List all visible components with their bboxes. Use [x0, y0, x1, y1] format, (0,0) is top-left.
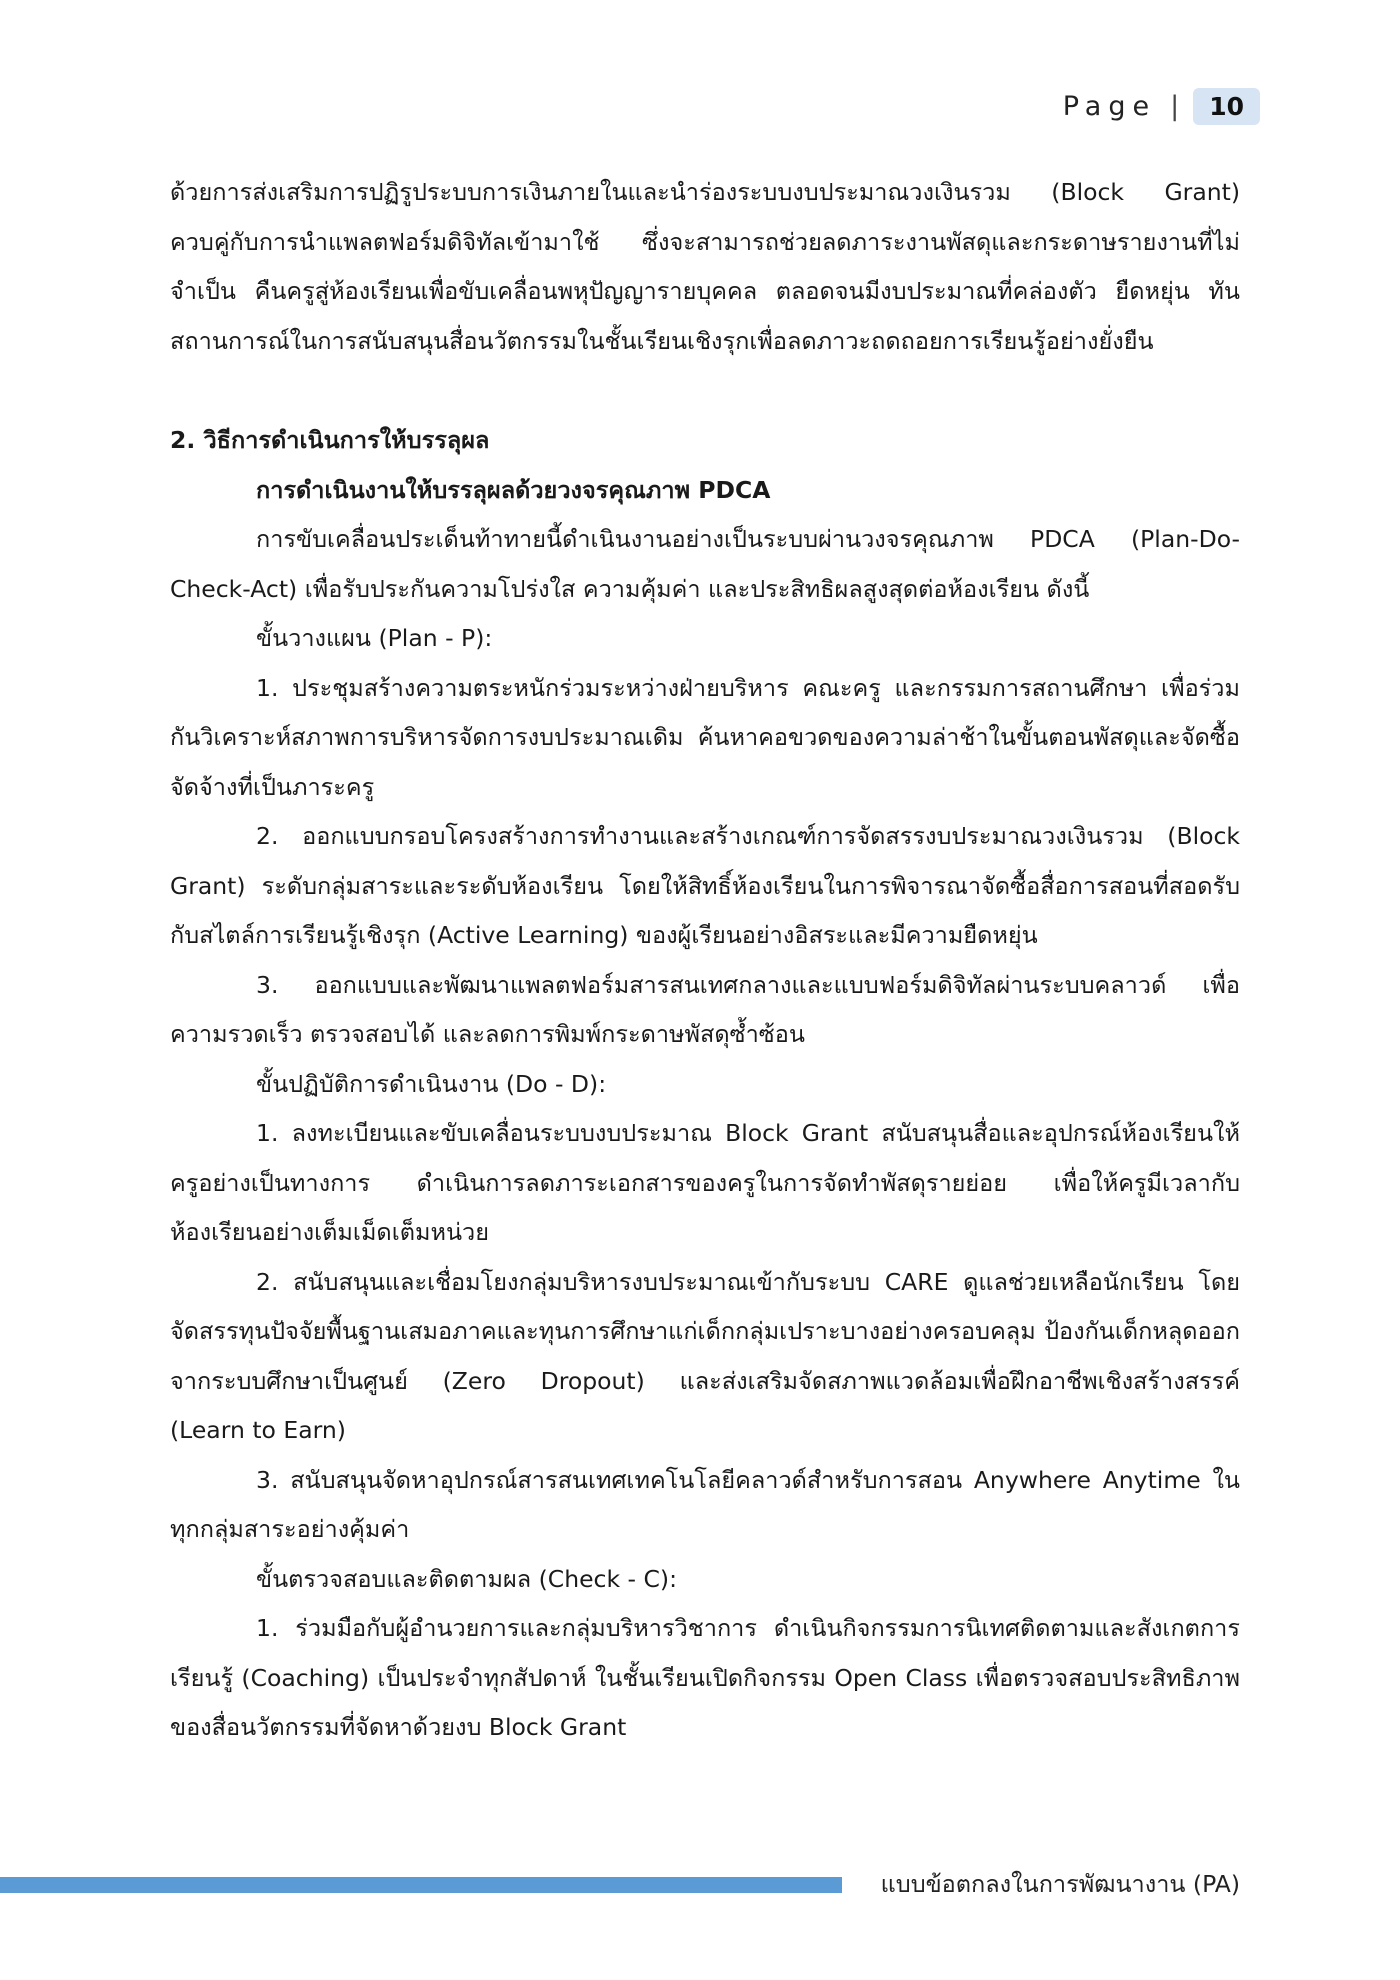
footer-text: แบบข้อตกลงในการพัฒนางาน (PA)	[880, 1870, 1240, 1898]
plan-item: 2. ออกแบบกรอบโครงสร้างการทำงานและสร้างเกณฑ์การจัดสรรงบประมาณวงเงินรวม (Block Grant) ระดับกลุ่มสาระและระดับห้องเรียน โดยให้สิทธิ์ห้องเรียนในการพิจารณาจัดซื้อสื่อการสอนที่สอดรับกับสไตล์การเรียนรู้เชิงรุก (Active Learning) ของผู้เรียนอย่างอิสระและมีความยืดหยุ่น	[170, 822, 1240, 949]
plan-item: 1. ประชุมสร้างความตระหนักร่วมระหว่างฝ่ายบริหาร คณะครู และกรรมการสถานศึกษา เพื่อร่วมกันวิเคราะห์สภาพการบริหารจัดการงบประมาณเดิม ค้นหาคอขวดของความล่าช้าในขั้นตอนพัสดุและจัดซื้อจัดจ้างที่เป็นภาระครู	[170, 673, 1240, 801]
section-heading: 2. วิธีการดำเนินการให้บรรลุผล	[170, 426, 490, 454]
page-label: Page	[1062, 91, 1157, 122]
intro-paragraph: ด้วยการส่งเสริมการปฏิรูประบบการเงินภายในและนำร่องระบบงบประมาณวงเงินรวม (Block Grant) ควบคู่กับการนำแพลตฟอร์มดิจิทัลเข้ามาใช้ ซึ่งจะสามารถช่วยลดภาระงานพัสดุและกระดาษรายงานที่ไม่จำเป็น คืนครูสู่ห้องเรียนเพื่อขับเคลื่อนพหุปัญญารายบุคคล ตลอดจนมีงบประมาณที่คล่องตัว ยืดหยุ่น ทันสถานการณ์ในการสนับสนุนสื่อนวัตกรรมในชั้นเรียนเชิงรุกเพื่อลดภาวะถดถอยการเรียนรู้อย่างยั่งยืน	[170, 178, 1240, 355]
page-number: 10	[1193, 88, 1260, 125]
spacer	[170, 366, 1240, 416]
do-item: 3. สนับสนุนจัดหาอุปกรณ์สารสนเทศเทคโนโลยีคลาวด์สำหรับการสอน Anywhere Anytime ในทุกกลุ่มสาระอย่างคุ้มค่า	[170, 1465, 1240, 1543]
page-header	[1063, 88, 1260, 125]
do-item: 1. ลงทะเบียนและขับเคลื่อนระบบงบประมาณ Block Grant สนับสนุนสื่อและอุปกรณ์ห้องเรียนให้ครูอย่างเป็นทางการ ดำเนินการลดภาระเอกสารของครูในการจัดทำพัสดุรายย่อย เพื่อให้ครูมีเวลากับห้องเรียนอย่างเต็มเม็ดเต็มหน่วย	[170, 1119, 1240, 1246]
footer-bar	[0, 1877, 842, 1893]
section-subheading: การดำเนินงานให้บรรลุผลด้วยวงจรคุณภาพ PDCA	[256, 475, 771, 504]
do-title: ขั้นปฏิบัติการดำเนินงาน (Do - D):	[256, 1069, 607, 1098]
page-separator: |	[1170, 91, 1180, 122]
section-intro: การขับเคลื่อนประเด็นท้าทายนี้ดำเนินงานอย่างเป็นระบบผ่านวงจรคุณภาพ PDCA (Plan-Do-Check-Act) เพื่อรับประกันความโปร่งใส ความคุ้มค่า และประสิทธิผลสูงสุดต่อห้องเรียน ดังนี้	[170, 525, 1240, 603]
do-item: 2. สนับสนุนและเชื่อมโยงกลุ่มบริหารงบประมาณเข้ากับระบบ CARE ดูแลช่วยเหลือนักเรียน โดยจัดสรรทุนปัจจัยพื้นฐานเสมอภาคและทุนการศึกษาแก่เด็กกลุ่มเปราะบางอย่างครอบคลุม ป้องกันเด็กหลุดออกจากระบบศึกษาเป็นศูนย์ (Zero Dropout) และส่งเสริมจัดสภาพแวดล้อมเพื่อฝึกอาชีพเชิงสร้างสรรค์ (Learn to Earn)	[170, 1267, 1240, 1444]
plan-item: 3. ออกแบบและพัฒนาแพลตฟอร์มสารสนเทศกลางและแบบฟอร์มดิจิทัลผ่านระบบคลาวด์ เพื่อความรวดเร็ว ตรวจสอบได้ และลดการพิมพ์กระดาษพัสดุซ้ำซ้อน	[170, 970, 1240, 1048]
check-item: 1. ร่วมมือกับผู้อำนวยการและกลุ่มบริหารวิชาการ ดำเนินกิจกรรมการนิเทศติดตามและสังเกตการเรียนรู้ (Coaching) เป็นประจำทุกสัปดาห์ ในชั้นเรียนเปิดกิจกรรม Open Class เพื่อตรวจสอบประสิทธิภาพของสื่อนวัตกรรมที่จัดหาด้วยงบ Block Grant	[170, 1614, 1240, 1741]
check-title: ขั้นตรวจสอบและติดตามผล (Check - C):	[256, 1564, 678, 1593]
plan-title: ขั้นวางแผน (Plan - P):	[256, 624, 493, 652]
document-body	[170, 168, 1240, 1753]
